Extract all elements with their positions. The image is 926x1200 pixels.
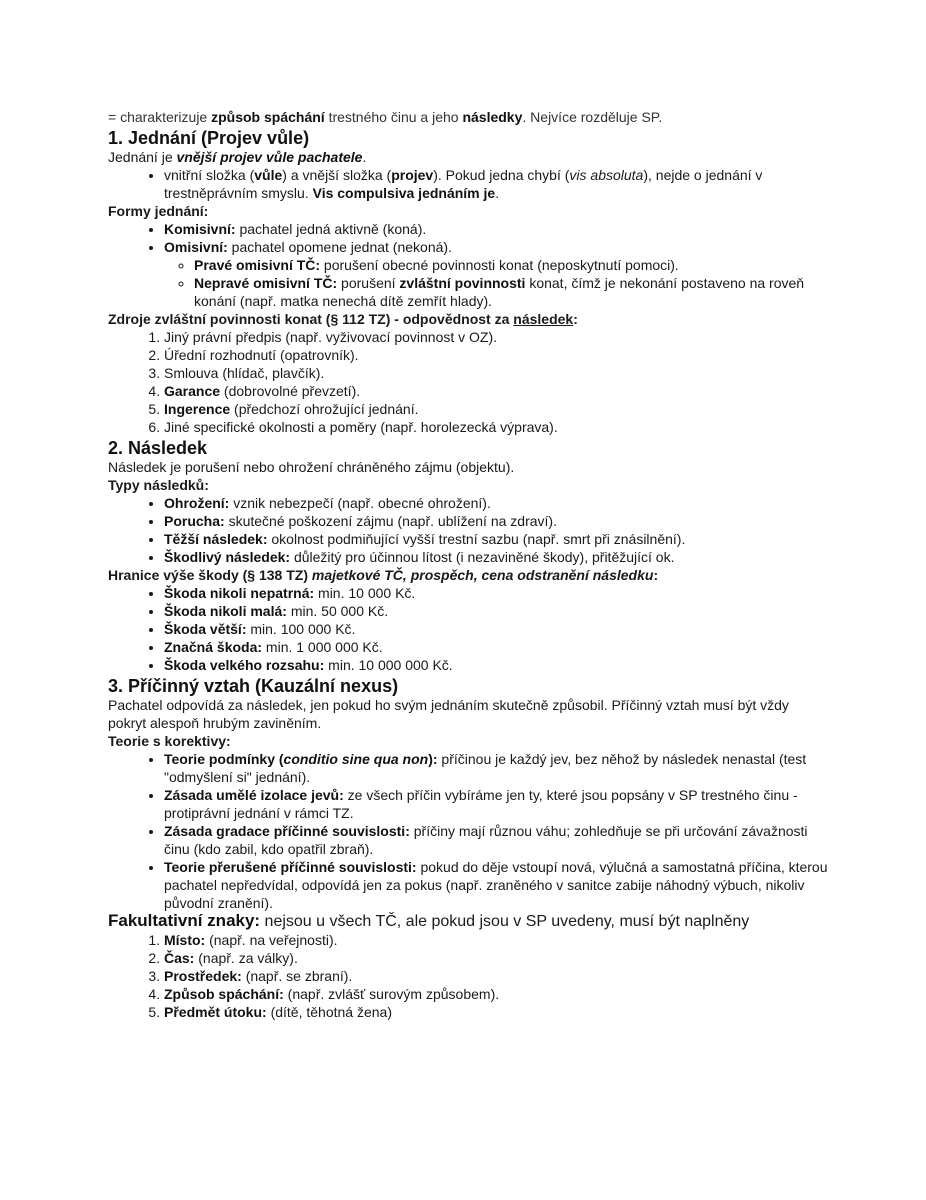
text-fragment: nejsou u všech TČ, ale pokud jsou v SP uvedeny, musí být naplněny [260,913,750,930]
text-fragment: Škoda nikoli nepatrná: [164,585,315,601]
text-fragment: vůle [254,167,283,183]
pricinny-vztah-definition: Pachatel odpovídá za následek, jen pokud ho svým jednáním skutečně způsobil. Příčinný vztah musí být vždy pokryt alespoň hrubým zaviněním. [108,697,789,731]
text-fragment: min. 10 000 000 Kč. [324,657,453,673]
text-fragment: Škoda velkého rozsahu: [164,657,325,673]
section-heading-pricinny-vztah: 3. Příčinný vztah (Kauzální nexus) [108,676,399,696]
bold-text: způsob spáchání [211,109,325,125]
text-fragment: Garance [164,383,221,399]
text-fragment: ). Pokud jedna chybí ( [433,167,570,183]
text-fragment: Nepravé omisivní TČ: [194,275,338,291]
text-fragment: ): [428,751,438,767]
text-fragment: příčinou je každý jev, bez něhož by následek nenastal (test "odmyšlení si" jednání). [164,751,807,785]
text-fragment: Zdroje zvláštní povinnosti konat (§ 112 TZ) - odpovědnost za [108,311,514,327]
text-fragment: porušení [337,275,400,291]
limits-list [108,584,828,674]
text-fragment: min. 1 000 000 Kč. [262,639,383,655]
text-fragment: Porucha: [164,513,225,529]
list-item: 1. Jiný právní předpis (např. vyživovací povinnost v OZ). [164,328,828,346]
text-fragment: conditio sine qua non [283,751,429,767]
list-item [164,512,828,530]
list-item [194,256,828,274]
text-fragment: ) a vnější složka ( [282,167,392,183]
list-item: 2. Úřední rozhodnutí (opatrovník). [164,346,828,364]
text-fragment: ze všech příčin vybíráme jen ty, které jsou popsány v SP trestného činu - protiprávní jednání v rámci TZ. [164,787,798,821]
theory-list [108,750,828,912]
list-item [164,656,828,674]
text-fragment: Pravé omisivní TČ: [194,257,321,273]
fakultativni-heading [108,912,828,931]
list-item [164,548,828,566]
jednani-bullets [108,166,828,202]
list-item [164,530,828,548]
text-fragment: (např. na veřejnosti). [205,932,338,948]
forms-heading: Formy jednání: [108,203,209,219]
list-item [164,220,828,238]
styled-text [177,149,363,165]
list-item [164,638,828,656]
text-fragment: Vis compulsiva jednáním je [312,185,496,201]
text-fragment: Způsob spáchání: [164,986,284,1002]
text-fragment: Zásada gradace příčinné souvislosti: [164,823,410,839]
text-fragment: zvláštní povinnosti [399,275,526,291]
text-fragment: vnitřní složka ( [164,167,255,183]
list-item [164,822,828,858]
text-fragment: (např. za války). [194,950,298,966]
bold-text: následky [462,109,523,125]
text-fragment: pachatel jedná aktivně (koná). [235,221,427,237]
text-fragment: : [573,311,578,327]
text-fragment: okolnost podmiňující vyšší trestní sazbu (např. smrt při znásilnění). [267,531,686,547]
list-item [164,931,828,949]
text-fragment: min. 50 000 Kč. [286,603,389,619]
list-item [164,967,828,985]
list-item [164,750,828,786]
text: Jednání je [108,149,177,165]
text-fragment: min. 100 000 Kč. [246,621,356,637]
list-item [194,274,828,310]
types-heading: Typy následků: [108,477,209,493]
text: = charakterizuje [108,109,212,125]
text-fragment: Těžší následek: [164,531,268,547]
list-item [164,620,828,638]
text-fragment: Teorie přerušené příčinné souvislosti: [164,859,417,875]
sources-heading [108,310,828,328]
text-fragment: Škodlivý následek: [164,549,291,565]
text-fragment: min. 10 000 Kč. [314,585,416,601]
text-fragment: ), nejde o jednání v trestněprávním smyslu. [164,167,763,201]
list-item [164,166,828,202]
text-fragment: Hranice výše škody (§ 138 TZ) [108,567,312,583]
list-item [164,238,828,310]
list-item [164,786,828,822]
text-fragment: vis absoluta [569,167,644,183]
text-fragment: konat, čímž je nekonání postaveno na roveň konání (např. matka nenechá dítě zemřít hlady). [194,275,805,309]
list-item [164,949,828,967]
limits-heading [108,566,828,584]
types-list [108,494,828,566]
bold-italic-text: vnější projev vůle pachatele [176,149,363,165]
text-fragment: porušení obecné povinnosti konat (neposkytnutí pomoci). [320,257,679,273]
text-fragment: (dítě, těhotná žena) [266,1004,392,1020]
text-fragment: Škoda nikoli malá: [164,603,287,619]
text-fragment: Místo: [164,932,206,948]
text-fragment: vznik nebezpečí (např. obecné ohrožení). [229,495,491,511]
text-fragment: následek [513,311,574,327]
text-fragment: (dobrovolné převzetí). [220,383,361,399]
omisivni-sublist [164,256,828,310]
text-fragment: pokud do děje vstoupí nová, výlučná a samostatná příčina, kterou pachatel nepředvídal, odpovídá jen za pokus (např. zraněného v sanitce zabije náhodný výbuch, nikoliv původní zranění). [164,859,828,911]
text-fragment: : [653,567,659,583]
text-fragment: Ingerence [164,401,231,417]
section-heading-nasledek: 2. Následek [108,438,208,458]
text-fragment: důležitý pro účinnou lítost (i nezaviněné škody), přitěžující ok. [290,549,675,565]
list-item [164,985,828,1003]
list-item [164,382,828,400]
list-item [164,602,828,620]
text-fragment: Teorie podmínky ( [164,751,284,767]
list-item: 6. Jiné specifické okolnosti a poměry (např. horolezecká výprava). [164,418,828,436]
list-item [164,858,828,912]
text-fragment: majetkové TČ, prospěch, cena odstranění následku [311,567,654,583]
text-fragment: (např. se zbraní). [241,968,353,984]
section-heading-jednani: 1. Jednání (Projev vůle) [108,128,310,148]
text: . [362,149,367,165]
intro-paragraph [108,108,828,126]
list-item [164,494,828,512]
text-fragment: Předmět útoku: [164,1004,267,1020]
text-fragment: Škoda větší: [164,621,247,637]
list-item [164,400,828,418]
text-fragment: Značná škoda: [164,639,263,655]
text: trestného činu a jeho [324,109,463,125]
fakultativni-list [108,931,828,1021]
list-item [164,584,828,602]
text: . Nejvíce rozděluje SP. [522,109,663,125]
document-page [108,108,828,1021]
text-fragment: Omisivní: [164,239,228,255]
jednani-definition [108,148,828,166]
text-fragment: (např. zvlášť surovým způsobem). [283,986,500,1002]
list-item [164,1003,828,1021]
text-fragment: . [495,185,500,201]
text-fragment: Komisivní: [164,221,236,237]
text-fragment: skutečné poškození zájmu (např. ublížení na zdraví). [224,513,557,529]
sources-list [108,328,828,436]
list-item: 3. Smlouva (hlídač, plavčík). [164,364,828,382]
text-fragment: projev [391,167,434,183]
theory-heading: Teorie s korektivy: [108,733,231,749]
forms-list [108,220,828,310]
text-fragment: Čas: [164,950,195,966]
text-fragment: Fakultativní znaky: [108,911,261,930]
text-fragment: Prostředek: [164,968,242,984]
text-fragment: příčiny mají různou váhu; zohledňuje se při určování závažnosti činu (kdo zabil, kdo opatřil zbraň). [164,823,808,857]
text-fragment: Ohrožení: [164,495,230,511]
styled-text [284,751,429,767]
text-fragment: Zásada umělé izolace jevů: [164,787,344,803]
text-fragment: pachatel opomene jednat (nekoná). [227,239,452,255]
nasledek-definition: Následek je porušení nebo ohrožení chráněného zájmu (objektu). [108,459,515,475]
text-fragment: (předchozí ohrožující jednání. [230,401,419,417]
